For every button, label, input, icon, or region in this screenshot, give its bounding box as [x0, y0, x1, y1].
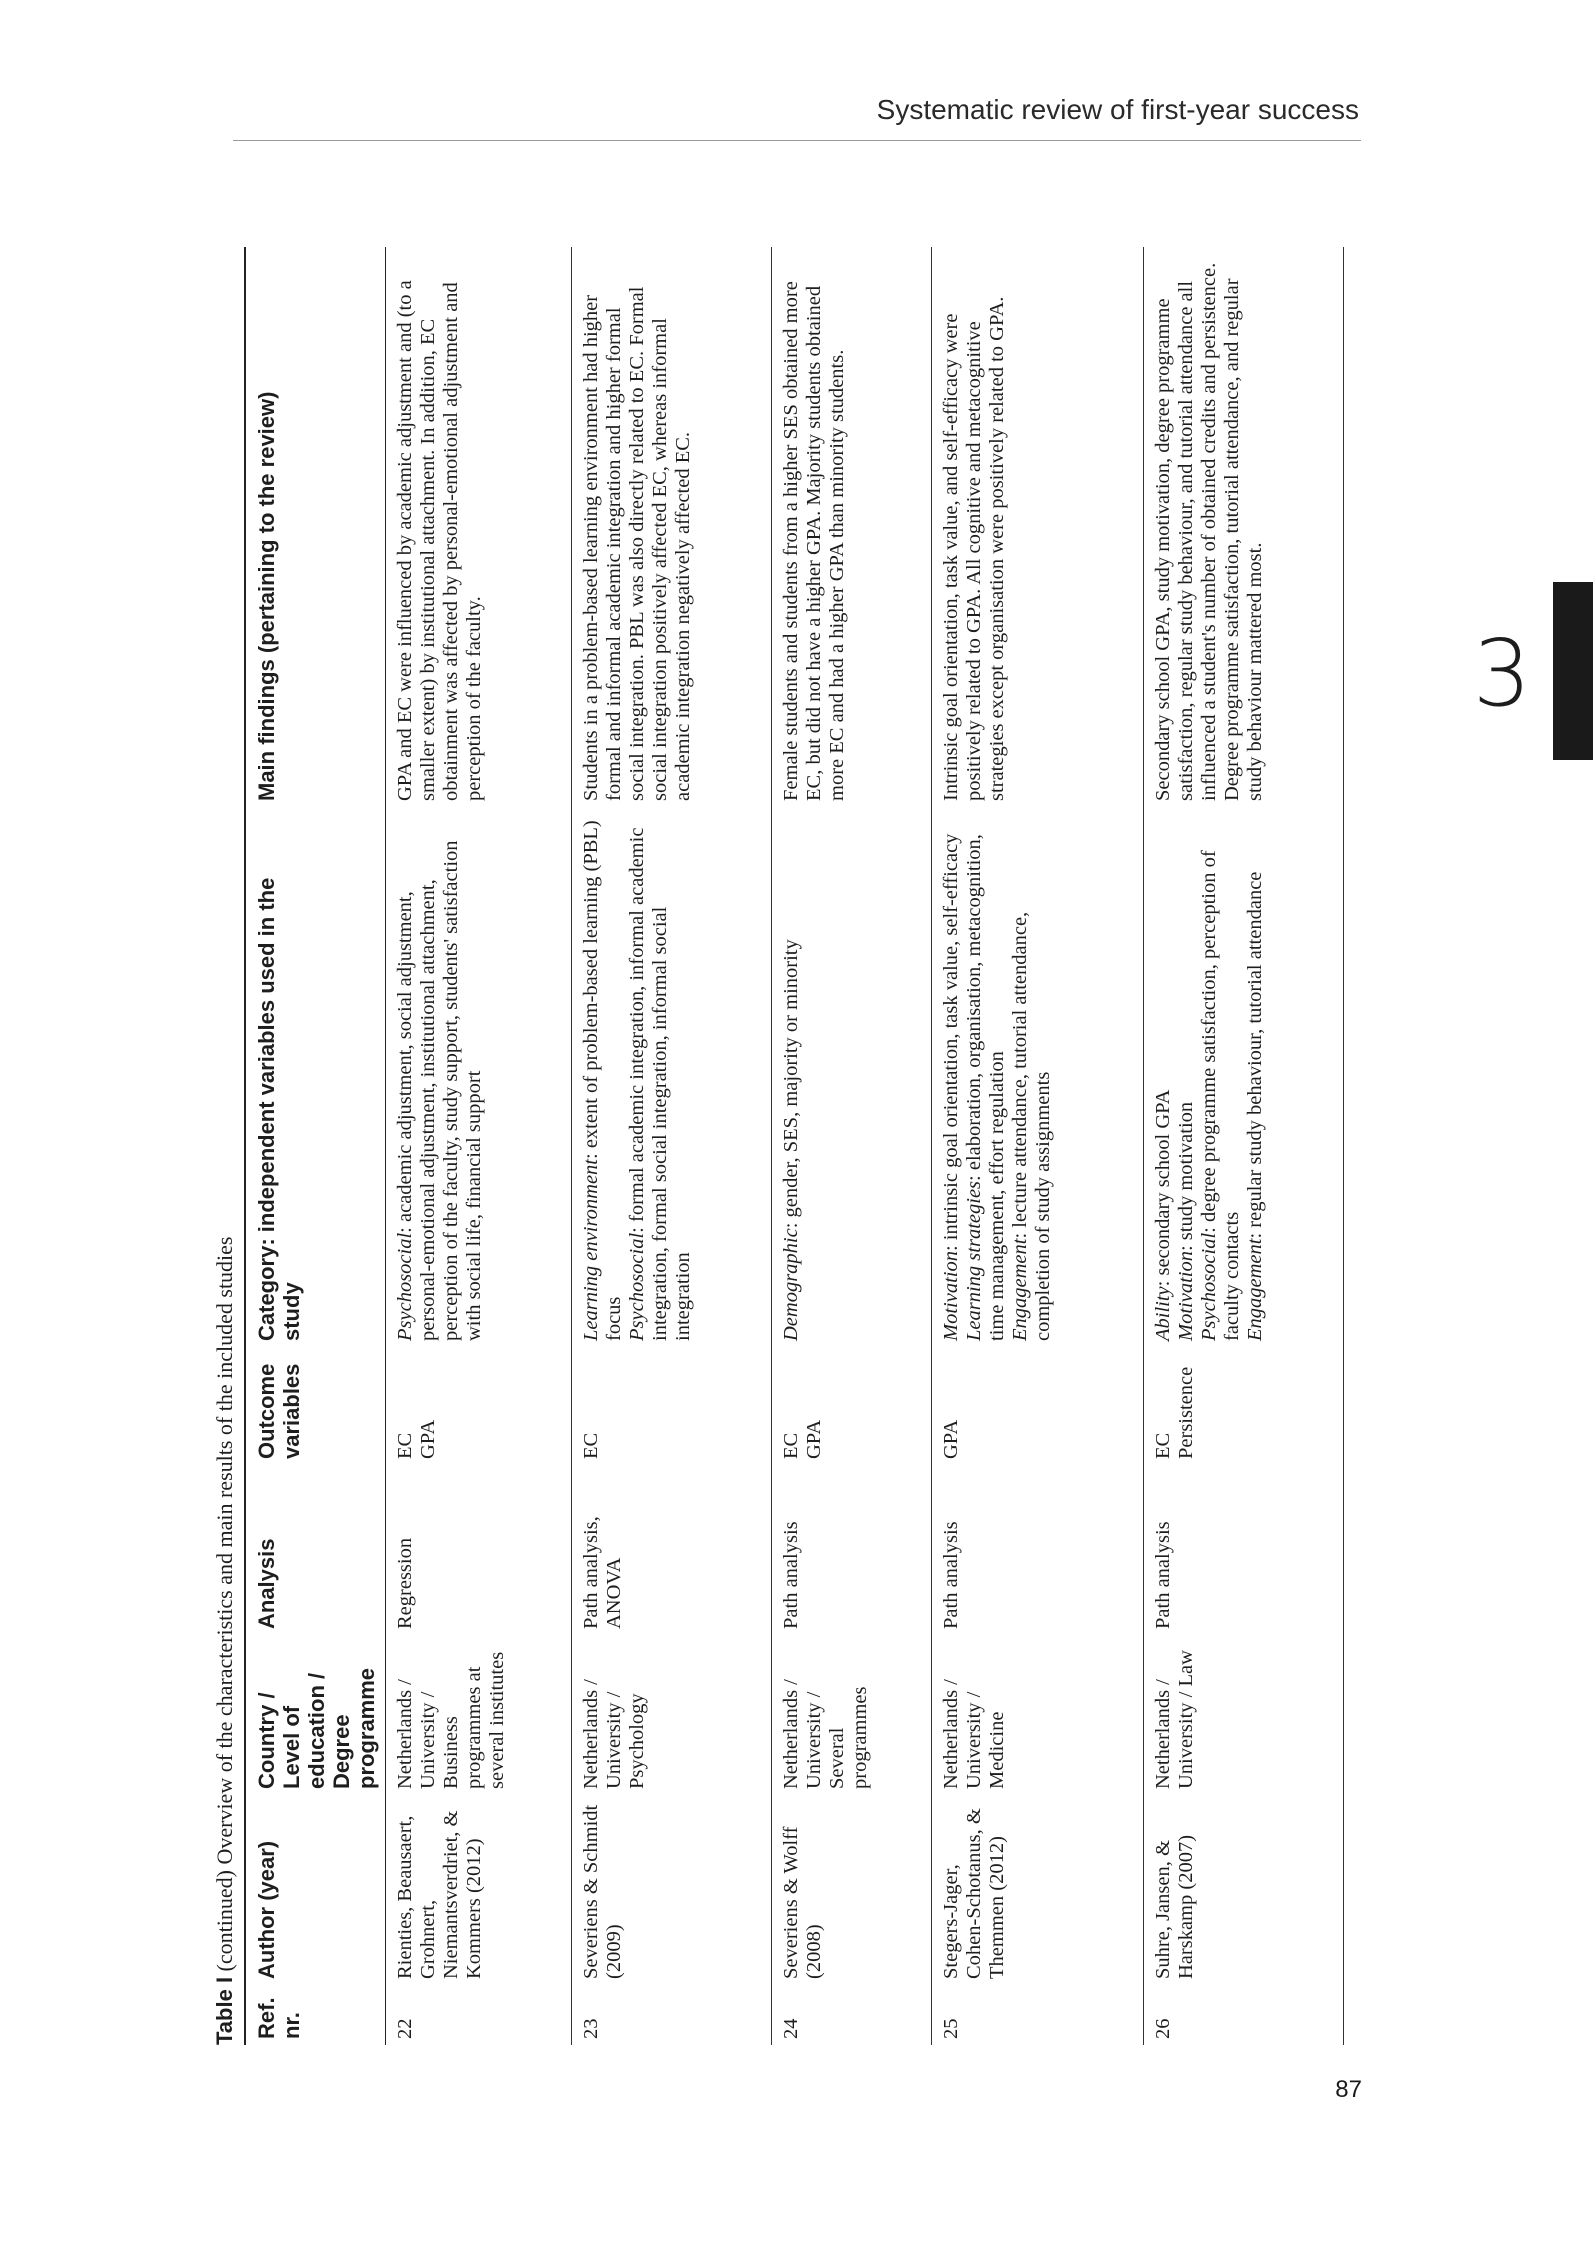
- variable-entry: [1175, 815, 1198, 1341]
- column-header: Main findings (pertaining to the review): [245, 247, 386, 807]
- outcome-variables: EC GPA: [386, 1347, 572, 1465]
- column-header: Ref. nr.: [245, 1985, 386, 2045]
- ref-number: 22: [386, 1985, 572, 2045]
- variable-category: Psychosocial: [626, 1232, 648, 1341]
- author-year: Stegers-Jager, Cohen-Schotanus, & Themmen (2012): [932, 1795, 1144, 1985]
- variable-entry: [1009, 815, 1055, 1341]
- column-header: Country / Level of education / Degree programme: [245, 1635, 386, 1795]
- variable-entry: [626, 815, 695, 1341]
- author-year: Suhre, Jansen, & Harskamp (2007): [1144, 1795, 1344, 1985]
- independent-variables: [932, 807, 1144, 1347]
- variable-category: Psychosocial: [1198, 1232, 1220, 1341]
- variable-category: Engagement: [1244, 1238, 1266, 1341]
- main-findings: Secondary school GPA, study motivation, degree programme satisfaction, regular study behaviour, and tutorial attendance all influenced a student's number of obtained credits and persistence. Degree programme satisfaction, tutorial attendance, and regular study behaviour mattered most.: [1144, 247, 1344, 807]
- analysis: Regression: [386, 1465, 572, 1635]
- variable-entry: [963, 815, 1009, 1341]
- ref-number: 25: [932, 1985, 1144, 2045]
- author-year: Rienties, Beausaert, Grohnert, Niemantsverdriet, & Kommers (2012): [386, 1795, 572, 1985]
- independent-variables: [572, 807, 772, 1347]
- variable-text: : formal academic integration, informal academic integration, formal social integration, informal social integration: [626, 827, 694, 1341]
- variable-category: Learning strategies: [963, 1180, 985, 1341]
- variable-text: : intrinsic goal orientation, task value, self-efficacy: [940, 833, 962, 1252]
- column-header: Author (year): [245, 1795, 386, 1985]
- country-level-programme: Netherlands / University / Psychology: [572, 1635, 772, 1795]
- variable-text: : gender, SES, majority or minority: [780, 939, 802, 1229]
- country-level-programme: Netherlands / University / Medicine: [932, 1635, 1144, 1795]
- independent-variables: [772, 807, 932, 1347]
- table-row: [772, 247, 932, 2045]
- variable-entry: [940, 815, 963, 1341]
- variable-category: Engagement: [1009, 1238, 1031, 1341]
- analysis: Path analysis: [932, 1465, 1144, 1635]
- variable-category: Ability: [1152, 1286, 1174, 1341]
- variable-text: : study motivation: [1175, 1101, 1197, 1252]
- variable-entry: [394, 815, 486, 1341]
- rotated-table-area: [208, 235, 1358, 2045]
- outcome-variables: EC GPA: [772, 1347, 932, 1465]
- variable-category: Demographic: [780, 1228, 802, 1341]
- page-number: 87: [1335, 2076, 1362, 2103]
- chapter-number: 3: [1472, 620, 1532, 727]
- analysis: Path analysis, ANOVA: [572, 1465, 772, 1635]
- country-level-programme: Netherlands / University / Law: [1144, 1635, 1344, 1795]
- column-header: Outcome variables: [245, 1347, 386, 1465]
- table-row: [572, 247, 772, 2045]
- table-caption-label: Table I: [212, 1976, 237, 2045]
- table-caption: [212, 1237, 238, 2046]
- variable-entry: [1198, 815, 1244, 1341]
- studies-table: [244, 247, 1344, 2045]
- column-header: Category: independent variables used in the study: [245, 807, 386, 1347]
- author-year: Severiens & Schmidt (2009): [572, 1795, 772, 1985]
- author-year: Severiens & Wolff (2008): [772, 1795, 932, 1985]
- country-level-programme: Netherlands / University / Business programmes at several institutes: [386, 1635, 572, 1795]
- ref-number: 26: [1144, 1985, 1344, 2045]
- country-level-programme: Netherlands / University / Several programmes: [772, 1635, 932, 1795]
- table-row: [932, 247, 1144, 2045]
- variable-text: : lecture attendance, tutorial attendance, completion of study assignments: [1009, 911, 1054, 1341]
- column-header: Analysis: [245, 1465, 386, 1635]
- analysis: Path analysis: [772, 1465, 932, 1635]
- variable-entry: [780, 815, 803, 1341]
- table-row: [1144, 247, 1344, 2045]
- main-findings: GPA and EC were influenced by academic adjustment and (to a smaller extent) by institutional attachment. In addition, EC obtainment was affected by personal-emotional adjustment and perception of the faculty.: [386, 247, 572, 807]
- table-caption-text: (continued) Overview of the characteristics and main results of the included studies: [212, 1236, 237, 1977]
- analysis: Path analysis: [1144, 1465, 1344, 1635]
- outcome-variables: EC: [572, 1347, 772, 1465]
- independent-variables: [1144, 807, 1344, 1347]
- variable-entry: [1152, 815, 1175, 1341]
- variable-text: : elaboration, organisation, metacognition, time management, effort regulation: [963, 834, 1008, 1341]
- variable-entry: [1244, 815, 1267, 1341]
- variable-entry: [580, 815, 626, 1341]
- variable-text: : regular study behaviour, tutorial attendance: [1244, 871, 1266, 1239]
- variable-category: Motivation: [1175, 1251, 1197, 1341]
- table-header-row: [245, 247, 386, 2045]
- main-findings: Intrinsic goal orientation, task value, and self-efficacy were positively related to GPA. All cognitive and metacognitive strategies except organisation were positively related to GPA.: [932, 247, 1144, 807]
- variable-text: : academic adjustment, social adjustment, personal-emotional adjustment, institutional attachment, perception of the faculty, study support, students' satisfaction with social life, financial support: [394, 840, 485, 1341]
- variable-category: Motivation: [940, 1251, 962, 1341]
- running-header: [233, 92, 1361, 141]
- chapter-tab: [1553, 582, 1593, 760]
- table-row: [386, 247, 572, 2045]
- main-findings: Female students and students from a higher SES obtained more EC, but did not have a higher GPA. Majority students obtained more EC and had a higher GPA than minority students.: [772, 247, 932, 807]
- running-title: Systematic review of first-year success: [876, 94, 1359, 125]
- independent-variables: [386, 807, 572, 1347]
- outcome-variables: GPA: [932, 1347, 1144, 1465]
- variable-text: : degree programme satisfaction, perception of faculty contacts: [1198, 850, 1243, 1341]
- ref-number: 24: [772, 1985, 932, 2045]
- outcome-variables: EC Persistence: [1144, 1347, 1344, 1465]
- variable-category: Learning environment: [580, 1158, 602, 1341]
- variable-category: Psychosocial: [394, 1232, 416, 1341]
- main-findings: Students in a problem-based learning environment had higher formal and informal academic integration and higher formal social integration. PBL was also directly related to EC. Formal social integration positively affected EC, whereas informal academic integration negatively affected EC.: [572, 247, 772, 807]
- variable-text: : secondary school GPA: [1152, 1089, 1174, 1287]
- variable-text: : extent of problem-based learning (PBL) focus: [580, 820, 625, 1341]
- ref-number: 23: [572, 1985, 772, 2045]
